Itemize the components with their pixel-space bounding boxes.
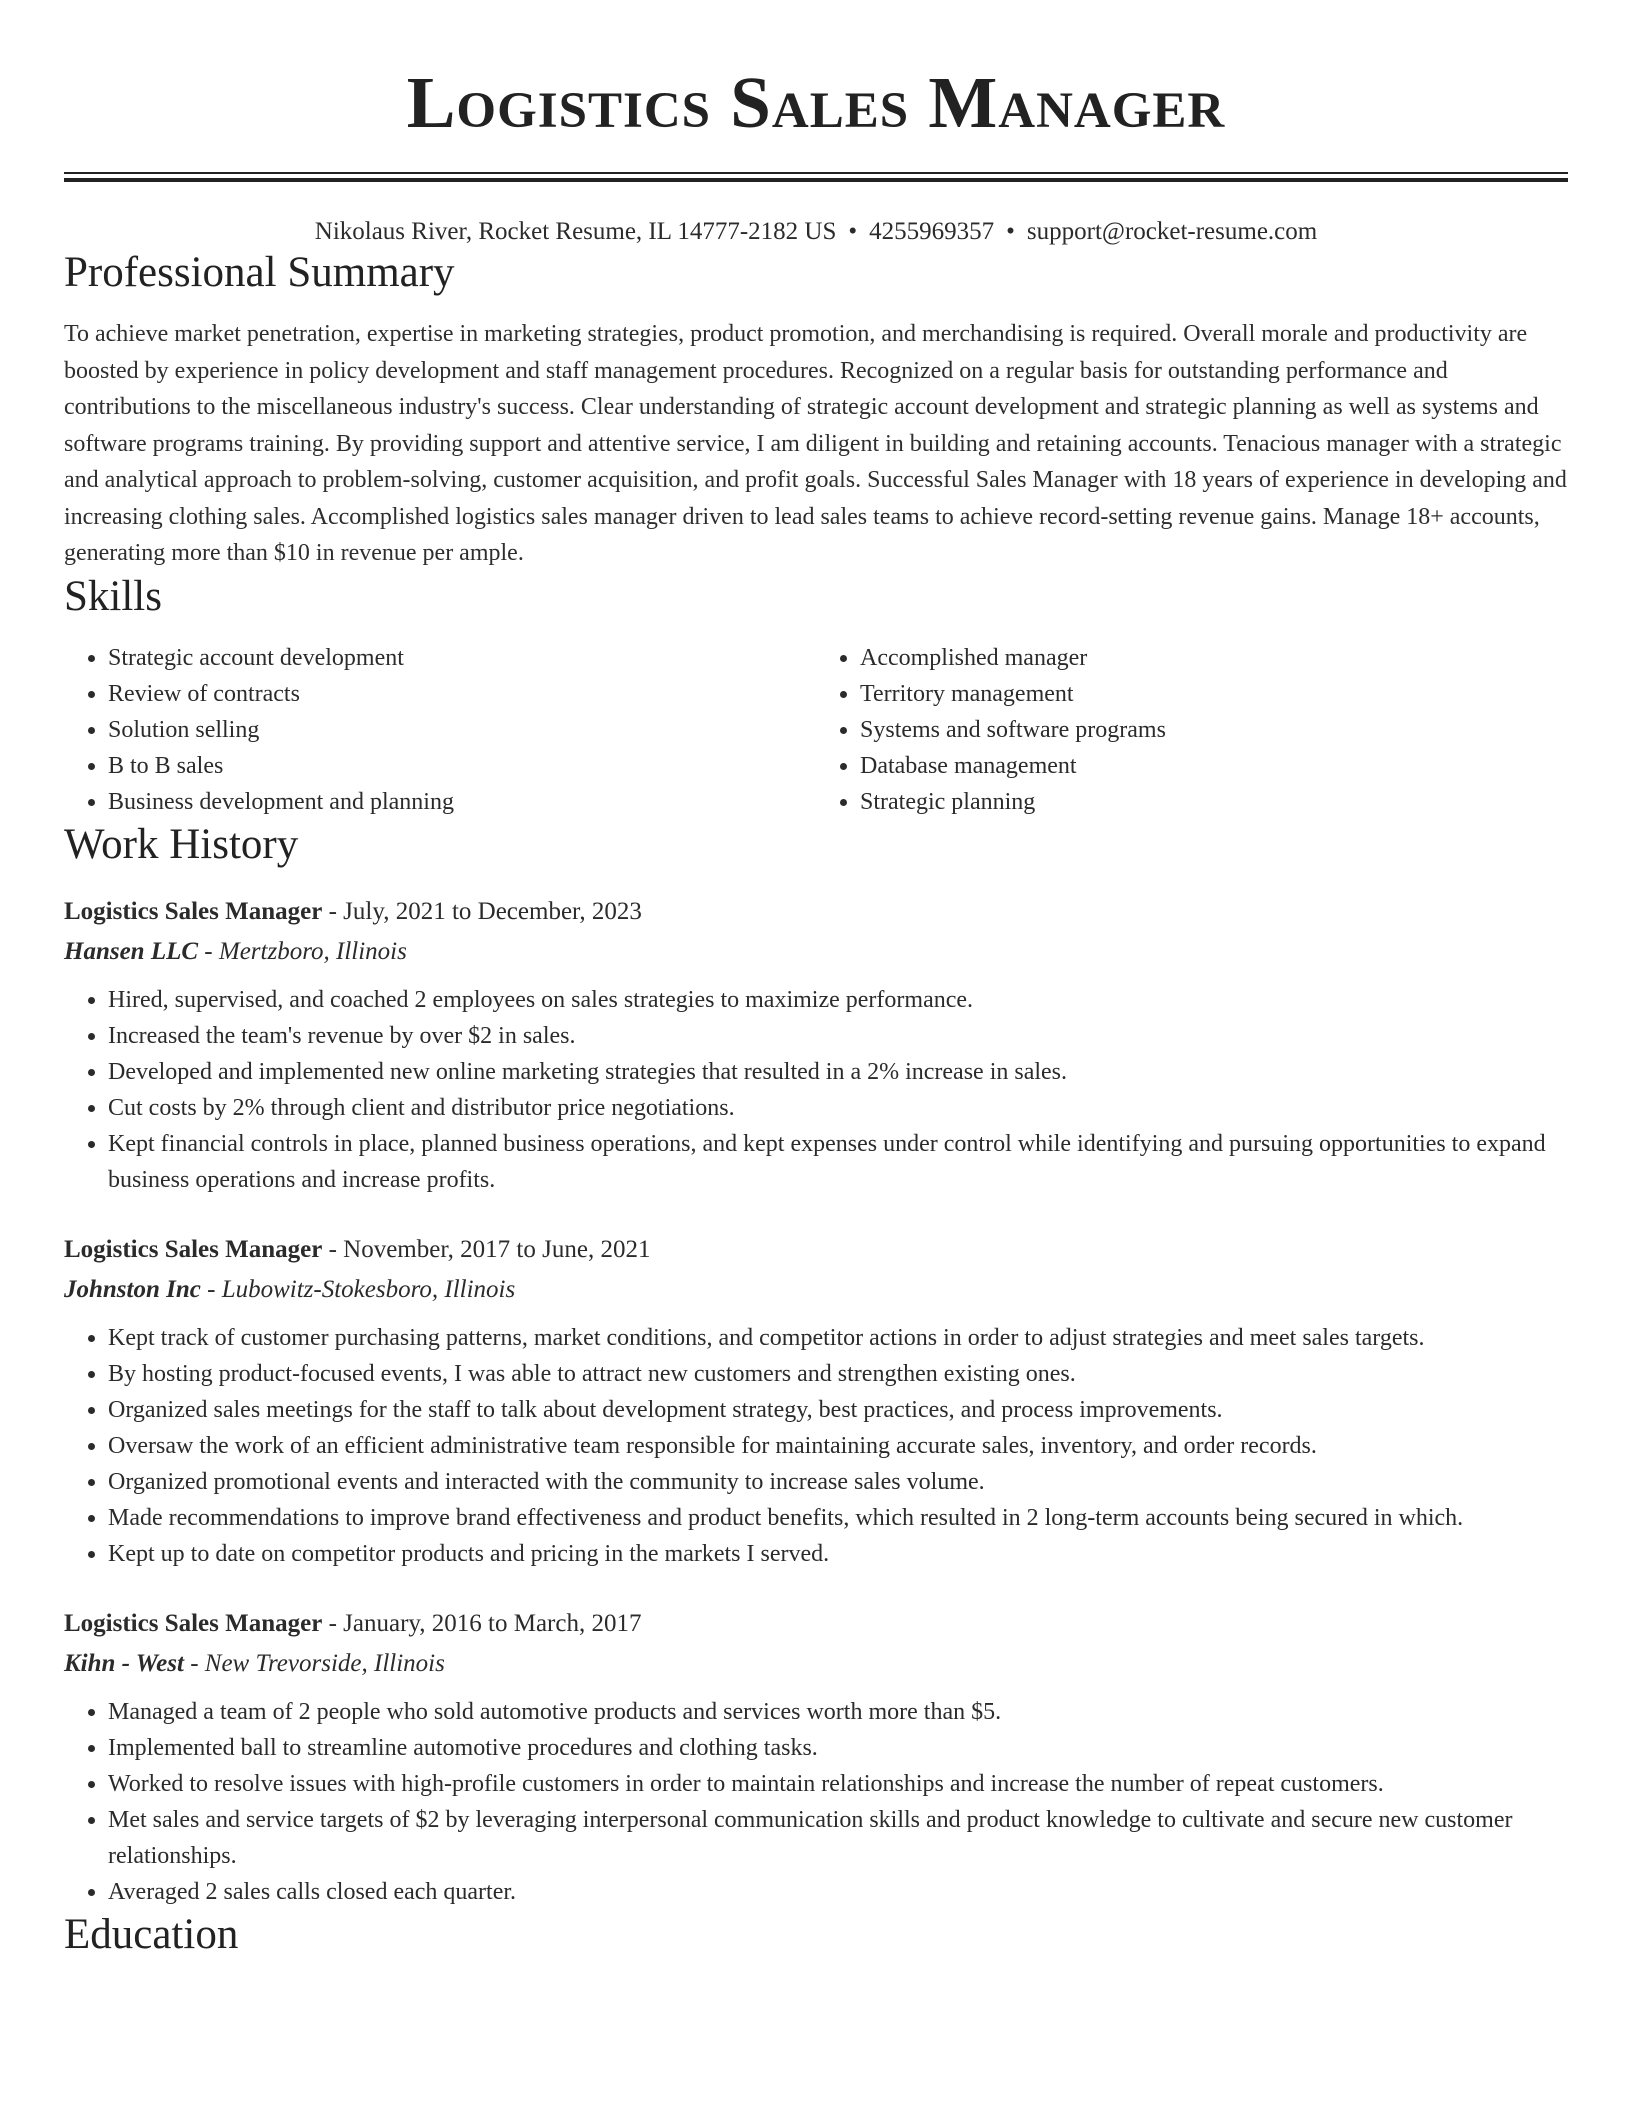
job-location: Lubowitz-Stokesboro, Illinois bbox=[221, 1275, 516, 1303]
contact-phone: 4255969357 bbox=[869, 218, 995, 245]
job-dash: - bbox=[200, 1275, 222, 1303]
skill-item: • Territory management bbox=[860, 676, 1568, 712]
job-dash: - bbox=[322, 1609, 344, 1637]
job-bullet: • Cut costs by 2% through client and distributor price negotiations. bbox=[108, 1090, 1568, 1126]
skill-item: • Solution selling bbox=[108, 712, 816, 748]
skill-item: • B to B sales bbox=[108, 748, 816, 784]
job-bullet: • Managed a team of 2 people who sold automotive products and services worth more than $5. bbox=[108, 1694, 1568, 1730]
contact-separator: • bbox=[1006, 218, 1015, 245]
job-title-line bbox=[64, 1232, 1568, 1268]
section-heading-education: Education bbox=[64, 1910, 239, 1958]
job-dash: - bbox=[183, 1649, 205, 1677]
job-location: New Trevorside, Illinois bbox=[204, 1649, 445, 1677]
job-bullet: • Met sales and service targets of $2 by leveraging interpersonal communication skills and product knowledge to cultivate and secure new customer relationships. bbox=[108, 1802, 1568, 1874]
job-entry bbox=[64, 1232, 1568, 1572]
job-bullet: • Kept financial controls in place, planned business operations, and kept expenses under control while identifying and pursuing opportunities to expand business operations and increase profits. bbox=[108, 1126, 1568, 1198]
skills-list-right bbox=[816, 640, 1568, 820]
resume-title: Logistics Sales Manager bbox=[406, 62, 1226, 143]
job-bullets bbox=[64, 1694, 1568, 1910]
job-dates: July, 2021 to December, 2023 bbox=[343, 897, 642, 925]
job-bullet: • Organized sales meetings for the staff to talk about development strategy, best practices, and process improvements. bbox=[108, 1392, 1568, 1428]
job-bullet: • Kept track of customer purchasing patterns, market conditions, and competitor actions in order to adjust strategies and meet sales targets. bbox=[108, 1320, 1568, 1356]
job-dash: - bbox=[198, 937, 219, 965]
section-heading-skills: Skills bbox=[64, 572, 162, 620]
job-entry bbox=[64, 1606, 1568, 1910]
job-company-line bbox=[64, 1646, 1568, 1682]
skill-item: • Review of contracts bbox=[108, 676, 816, 712]
job-bullet: • Organized promotional events and interacted with the community to increase sales volume. bbox=[108, 1464, 1568, 1500]
job-dash: - bbox=[322, 1235, 344, 1263]
section-heading-work-history: Work History bbox=[64, 820, 299, 868]
job-title-line bbox=[64, 1606, 1568, 1642]
job-title: Logistics Sales Manager bbox=[64, 1609, 323, 1637]
skill-item: • Strategic planning bbox=[860, 784, 1568, 820]
job-bullet: • Worked to resolve issues with high-profile customers in order to maintain relationships and increase the number of repeat customers. bbox=[108, 1766, 1568, 1802]
job-bullet: • Developed and implemented new online marketing strategies that resulted in a 2% increase in sales. bbox=[108, 1054, 1568, 1090]
job-company: Kihn - West bbox=[64, 1649, 184, 1677]
job-company-line bbox=[64, 1272, 1568, 1308]
job-bullets bbox=[64, 982, 1568, 1198]
skills-columns bbox=[64, 640, 1568, 820]
job-company-line bbox=[64, 934, 1568, 970]
job-bullet: • By hosting product-focused events, I was able to attract new customers and strengthen existing ones. bbox=[108, 1356, 1568, 1392]
job-bullet: • Implemented ball to streamline automotive procedures and clothing tasks. bbox=[108, 1730, 1568, 1766]
job-bullet: • Hired, supervised, and coached 2 employees on sales strategies to maximize performance. bbox=[108, 982, 1568, 1018]
job-entry bbox=[64, 894, 1568, 1198]
job-location: Mertzboro, Illinois bbox=[218, 937, 407, 965]
job-bullet: • Increased the team's revenue by over $2 in sales. bbox=[108, 1018, 1568, 1054]
contact-line bbox=[64, 216, 1568, 248]
skill-item: • Strategic account development bbox=[108, 640, 816, 676]
job-dates: November, 2017 to June, 2021 bbox=[343, 1235, 651, 1263]
job-company: Johnston Inc bbox=[64, 1275, 201, 1303]
job-dash: - bbox=[322, 897, 344, 925]
contact-separator: • bbox=[848, 218, 858, 245]
job-title: Logistics Sales Manager bbox=[64, 897, 323, 925]
job-bullets bbox=[64, 1320, 1568, 1572]
skill-item: • Systems and software programs bbox=[860, 712, 1568, 748]
section-heading-summary: Professional Summary bbox=[64, 249, 455, 296]
contact-address: Nikolaus River, Rocket Resume, IL 14777-2182 US bbox=[314, 218, 837, 245]
job-title: Logistics Sales Manager bbox=[64, 1235, 323, 1263]
job-dates: January, 2016 to March, 2017 bbox=[343, 1609, 642, 1637]
job-bullet: • Averaged 2 sales calls closed each quarter. bbox=[108, 1874, 1568, 1910]
job-company: Hansen LLC bbox=[64, 937, 199, 965]
title-divider bbox=[64, 172, 1568, 182]
job-bullet: • Made recommendations to improve brand effectiveness and product benefits, which resulted in 2 long-term accounts being secured in which. bbox=[108, 1500, 1568, 1536]
job-bullet: • Kept up to date on competitor products and pricing in the markets I served. bbox=[108, 1536, 1568, 1572]
skills-list-left bbox=[64, 640, 816, 820]
summary-paragraph: To achieve market penetration, expertise in marketing strategies, product promotion, and merchandising is required. Overall morale and productivity are boosted by experience in policy development and staff management procedures. Recognized on a regular basis for outstanding performance and contributions to the miscellaneous industry's success. Clear understanding of strategic account development and strategic planning as well as systems and software programs training. By providing support and attentive service, I am diligent in building and retaining accounts. Tenacious manager with a strategic and analytical approach to problem-solving, customer acquisition, and profit goals. Successful Sales Manager with 18 years of experience in developing and increasing clothing sales. Accomplished logistics sales manager driven to lead sales teams to achieve record-setting revenue gains. Manage 18+ accounts, generating more than $10 in revenue per ample. bbox=[64, 321, 1567, 566]
skill-item: • Accomplished manager bbox=[860, 640, 1568, 676]
skill-item: • Database management bbox=[860, 748, 1568, 784]
job-bullet: • Oversaw the work of an efficient administrative team responsible for maintaining accurate sales, inventory, and order records. bbox=[108, 1428, 1568, 1464]
contact-email: support@rocket-resume.com bbox=[1026, 218, 1318, 245]
skill-item: • Business development and planning bbox=[108, 784, 816, 820]
job-title-line bbox=[64, 894, 1568, 930]
